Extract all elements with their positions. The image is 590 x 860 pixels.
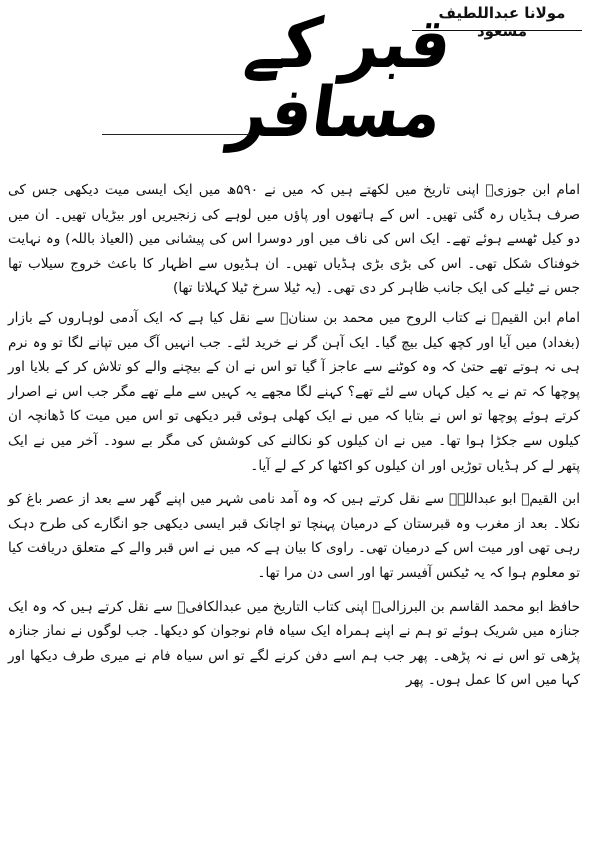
paragraph-3: ابن القیمؒ ابو عبداللہؒ سے نقل کرتے ہیں کہ وہ آمد نامی شہر میں اپنے گھر سے بعد از عصر باغ کو نکلا۔ بعد از مغرب وہ قبرستان کے درمیان پہنچا تو اچانک قبر ایسی دیکھی جو انگارے کی طرح دہک رہی تھی اور میت اس کے درمیان تھی۔ راوی کا بیان ہے کہ میں نے اس قبر والے کے متعلق دریافت کیا تو معلوم ہوا کہ یہ ٹیکس آفیسر تھا اور اسی دن مرا تھا۔ xyxy=(8,491,580,581)
paragraph-4: حافظ ابو محمد القاسم بن البرزالیؒ اپنی کتاب التاریخ میں عبدالکافیؒ سے نقل کرتے ہیں کہ وہ ایک جنازہ میں شریک ہوئے تو ہم نے اپنے ہمراہ ایک سیاہ فام نوجوان کو دیکھا۔ جب لوگوں نے نماز جنازہ پڑھی تو اس نے نہ پڑھی۔ پھر جب ہم اسے دفن کرنے لگے تو اس سیاہ فام نے میری طرف دیکھا اور کہا میں اس کا عمل ہوں۔ پھر xyxy=(8,598,580,689)
paragraph-2: امام ابن القیمؒ نے کتاب الروح میں محمد بن سنانؒ سے نقل کیا ہے کہ ایک آدمی لوہاروں کے بازار (بغداد) میں آیا اور کچھ کیل بیچ گیا۔ ایک آہن گر نے خرید لئے۔ جب انہیں آگ میں تپانے لگا تو وہ نرم ہی نہ ہوتے تھے حتیٰ کہ وہ کوٹنے سے عاجز آ گیا تو اس نے ان کے بیچنے والے کو تلاش کر کے بلایا اور پوچھا کہ تم نے یہ کیل کہاں سے لئے تھے؟ کہنے لگا مجھے یہ کہیں سے ملے تھے مگر جب اس نے اصرار کرتے ہوئے پوچھا تو اس نے بتایا کہ میں نے ایک کھلی ہوئی قبر دیکھی تو اس میں میت کا ڈھانچہ ان کیلوں سے جکڑا ہوا تھا۔ میں نے ان کیلوں کو نکالنے کی کوشش کی مگر بے سود۔ آخر میں نے ایک پتھر لے کر ہڈیاں توڑیں اور ان کیلوں کو اکٹھا کر کے لے آیا۔ xyxy=(8,309,580,474)
paragraph-1: امام ابن جوزیؒ اپنی تاریخ میں لکھتے ہیں کہ میں نے ۵۹۰ھ میں ایک ایسی میت دیکھی جس کی صرف ہڈیاں رہ گئی تھیں۔ اس کے ہاتھوں اور پاؤں میں لوہے کی زنجیریں اور بیڑیاں تھیں۔ ان میں دو کیل ٹھسے ہوئے تھے۔ ایک اس کی ناف میں اور دوسرا اس کی پیشانی میں (العیاذ باللہ) وہ نہایت خوفناک شکل تھی۔ اس کی بڑی بڑی ہڈیاں تھیں۔ ان ہڈیوں سے اظہار کا باعث خروج سیلاب تھا جس نے ٹیلے کی ایک جانب ظاہر کر دی تھی۔ (یہ ٹیلا سرخ ٹیلا کہلاتا تھا) xyxy=(8,182,580,297)
headline-rule xyxy=(102,134,250,135)
article-body xyxy=(8,178,580,702)
author-byline: مولانا عبداللطیف مسعود xyxy=(438,4,566,40)
article-headline: قبر کے مسافر xyxy=(225,4,457,154)
